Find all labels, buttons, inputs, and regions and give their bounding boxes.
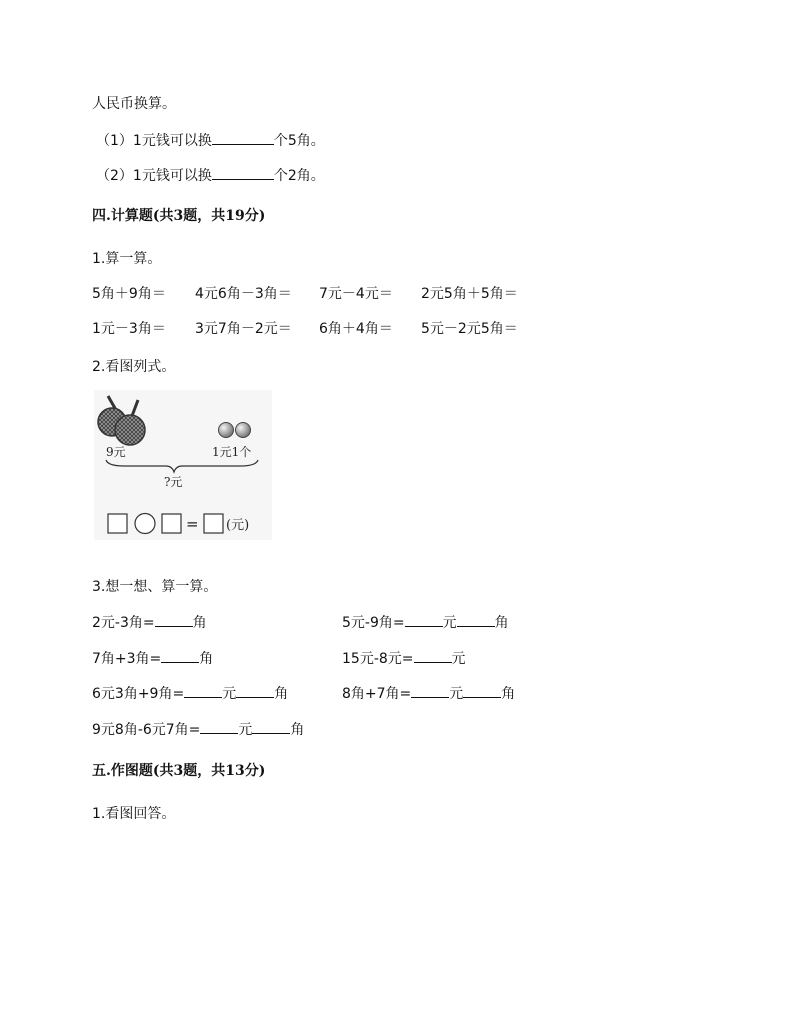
fill-item <box>92 612 207 633</box>
answer-blank[interactable] <box>463 683 501 698</box>
unit: 元 <box>442 615 457 631</box>
section-4-heading: 四.计算题(共3题，共19分) <box>92 208 266 224</box>
answer-box[interactable] <box>162 514 181 533</box>
section-5-problem-1-title: 1.看图回答。 <box>92 806 176 822</box>
answer-blank[interactable] <box>236 683 274 698</box>
unit: 元 <box>451 651 466 667</box>
answer-blank[interactable] <box>414 648 452 663</box>
unit: 元 <box>222 686 237 702</box>
q1-answer-blank[interactable] <box>212 130 274 145</box>
answer-blank[interactable] <box>184 683 222 698</box>
picture-equation-figure <box>94 390 272 540</box>
ball-icon <box>236 423 251 438</box>
answer-blank[interactable] <box>155 612 193 627</box>
ball-icon <box>219 423 234 438</box>
expression: 15元-8元= <box>342 651 414 667</box>
answer-blank[interactable] <box>161 648 199 663</box>
total-price-label: ?元 <box>164 475 183 489</box>
calc-item: 5元－2元5角＝ <box>421 321 518 337</box>
unit: 角 <box>192 615 207 631</box>
unit: 元 <box>238 722 253 738</box>
expression: 5元-9角= <box>342 615 405 631</box>
equals-sign: = <box>186 515 199 533</box>
answer-box[interactable] <box>108 514 127 533</box>
q2-text: （2）1元钱可以换 <box>96 168 212 184</box>
calc-item: 5角＋9角＝ <box>92 286 166 302</box>
exchange-prompt: 人民币换算。 <box>92 96 176 112</box>
ball-price-label: 1元1个 <box>212 445 252 459</box>
figure-illustration <box>94 390 272 540</box>
calc-item: 3元7角－2元＝ <box>195 321 292 337</box>
q2-unit: 个2角。 <box>273 168 325 184</box>
exchange-question-1 <box>96 130 325 151</box>
q2-answer-blank[interactable] <box>212 165 274 180</box>
expression: 8角+7角= <box>342 686 412 702</box>
unit: 角 <box>274 686 289 702</box>
answer-box[interactable] <box>204 514 223 533</box>
expression: 7角+3角= <box>92 651 162 667</box>
unit: 元 <box>449 686 464 702</box>
calc-item: 6角＋4角＝ <box>319 321 393 337</box>
calc-item: 1元－3角＝ <box>92 321 166 337</box>
fill-item <box>342 648 466 669</box>
answer-blank[interactable] <box>457 612 495 627</box>
expression: 6元3角+9角= <box>92 686 185 702</box>
section-5-heading: 五.作图题(共3题，共13分) <box>92 763 266 779</box>
expression: 9元8角-6元7角= <box>92 722 201 738</box>
problem-1-title: 1.算一算。 <box>92 251 162 267</box>
unit: 角 <box>199 651 214 667</box>
fill-item <box>342 612 509 633</box>
fill-item <box>92 648 213 669</box>
problem-2-title: 2.看图列式。 <box>92 359 176 375</box>
answer-blank[interactable] <box>252 719 290 734</box>
q1-unit: 个5角。 <box>273 133 325 149</box>
calc-item: 2元5角＋5角＝ <box>421 286 518 302</box>
fill-item <box>342 683 515 704</box>
paddle-price-label: 9元 <box>106 445 126 459</box>
answer-blank[interactable] <box>200 719 238 734</box>
answer-blank[interactable] <box>405 612 443 627</box>
unit: 角 <box>501 686 516 702</box>
fill-item <box>92 719 304 740</box>
calc-item: 7元－4元＝ <box>319 286 393 302</box>
fill-item <box>92 683 288 704</box>
q1-text: （1）1元钱可以换 <box>96 133 212 149</box>
problem-3-title: 3.想一想、算一算。 <box>92 579 218 595</box>
exchange-question-2 <box>96 165 325 186</box>
unit-label: (元) <box>226 518 250 533</box>
calc-item: 4元6角－3角＝ <box>195 286 292 302</box>
unit: 角 <box>494 615 509 631</box>
answer-blank[interactable] <box>411 683 449 698</box>
operator-circle[interactable] <box>135 514 155 534</box>
expression: 2元-3角= <box>92 615 155 631</box>
unit: 角 <box>290 722 305 738</box>
